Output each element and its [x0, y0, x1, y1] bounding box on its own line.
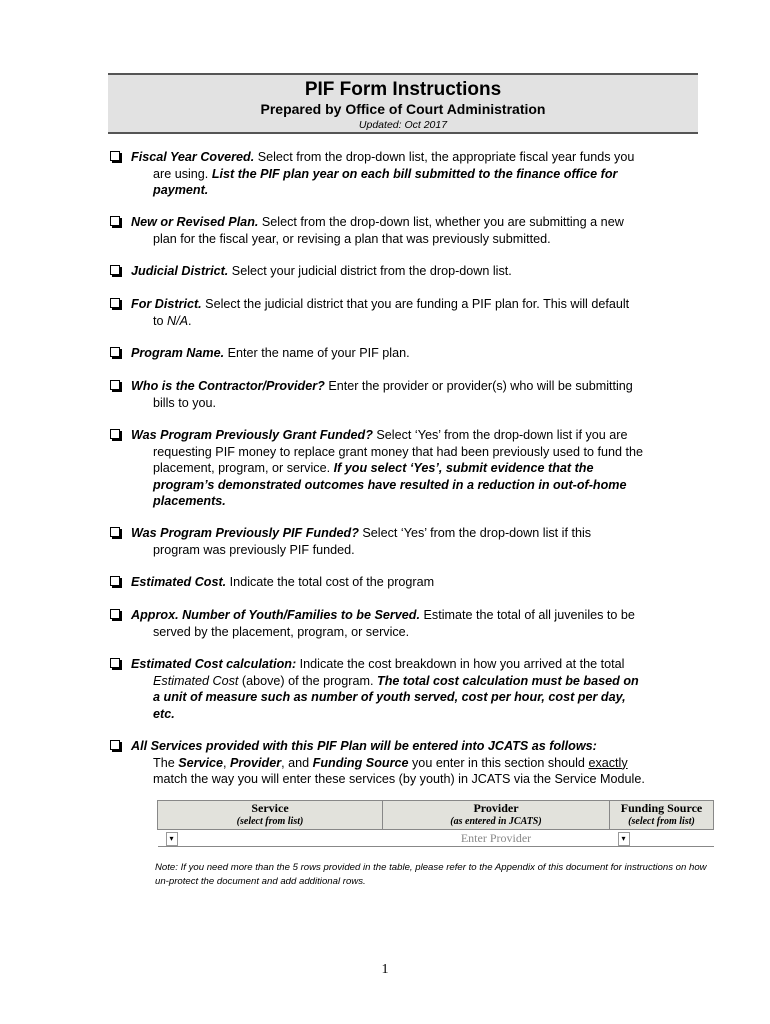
- instruction-new-or-revised: New or Revised Plan. Select from the drop-down list, whether you are submitting a new plan for the fiscal year, or revising a plan that was previously submitted.: [110, 214, 700, 247]
- dropdown-arrow-icon[interactable]: ▾: [166, 832, 178, 846]
- checkbox-bullet-icon: [110, 576, 122, 588]
- instruction-contractor-provider: Who is the Contractor/Provider? Enter the provider or provider(s) who will be submitting bills to you.: [110, 378, 700, 411]
- instruction-grant-funded: Was Program Previously Grant Funded? Select ‘Yes’ from the drop-down list if you are requesting PIF money to replace grant money that had been previously used to fund the placement, program, or service. If you select ‘Yes’, submit evidence that the program’s demonstrated outcomes have resulted in a reduction in out-of-home placements.: [110, 427, 700, 510]
- checkbox-bullet-icon: [110, 380, 122, 392]
- table-row: [158, 830, 714, 847]
- checkbox-bullet-icon: [110, 347, 122, 359]
- instruction-program-name: Program Name. Enter the name of your PIF plan.: [110, 345, 700, 362]
- checkbox-bullet-icon: [110, 740, 122, 752]
- service-select[interactable]: [158, 830, 383, 847]
- updated-date: Updated: Oct 2017: [358, 119, 448, 131]
- instruction-cost-calculation: Estimated Cost calculation: Indicate the cost breakdown in how you arrived at the total Estimated Cost (above) of the program. The total cost calculation must be based on a unit of measure such as number of youth served, cost per hour, cost per day, etc.: [110, 656, 700, 722]
- instruction-pif-funded: Was Program Previously PIF Funded? Select ‘Yes’ from the drop-down list if this program was previously PIF funded.: [110, 525, 700, 558]
- instruction-number-served: Approx. Number of Youth/Families to be Served. Estimate the total of all juveniles to be served by the placement, program, or service.: [110, 607, 700, 640]
- header-service: Service (select from list): [158, 801, 383, 830]
- checkbox-bullet-icon: [110, 429, 122, 441]
- instruction-judicial-district: Judicial District. Select your judicial district from the drop-down list.: [110, 263, 700, 280]
- header-provider: Provider (as entered in JCATS): [383, 801, 610, 830]
- page-subtitle: Prepared by Office of Court Administration: [260, 101, 546, 117]
- checkbox-bullet-icon: [110, 609, 122, 621]
- provider-input[interactable]: Enter Provider: [383, 830, 610, 847]
- funding-source-select[interactable]: [610, 830, 714, 847]
- checkbox-bullet-icon: [110, 151, 122, 163]
- instruction-for-district: For District. Select the judicial district that you are funding a PIF plan for. This will default to N/A.: [110, 296, 700, 329]
- checkbox-bullet-icon: [110, 298, 122, 310]
- header-funding-source: Funding Source (select from list): [610, 801, 714, 830]
- instruction-estimated-cost: Estimated Cost. Indicate the total cost of the program: [110, 574, 700, 591]
- table-note: Note: If you need more than the 5 rows provided in the table, please refer to the Appendix of this document for instructions on how un-protect the document and add additional rows.: [155, 862, 707, 887]
- checkbox-bullet-icon: [110, 658, 122, 670]
- instruction-all-services: All Services provided with this PIF Plan will be entered into JCATS as follows: The Service, Provider, and Funding Source you enter in this section should exactly match the way you will enter these services (by youth) in JCATS via the Service Module.: [110, 738, 700, 788]
- instruction-fiscal-year: Fiscal Year Covered. Select from the drop-down list, the appropriate fiscal year funds you are using. List the PIF plan year on each bill submitted to the finance office for payment.: [110, 149, 700, 199]
- dropdown-arrow-icon[interactable]: ▾: [618, 832, 630, 846]
- services-table: [157, 800, 714, 847]
- header-box: [108, 73, 698, 134]
- page-number: 1: [381, 962, 389, 977]
- table-header-row: [158, 801, 714, 830]
- checkbox-bullet-icon: [110, 527, 122, 539]
- page-title: PIF Form Instructions: [304, 79, 502, 100]
- checkbox-bullet-icon: [110, 216, 122, 228]
- checkbox-bullet-icon: [110, 265, 122, 277]
